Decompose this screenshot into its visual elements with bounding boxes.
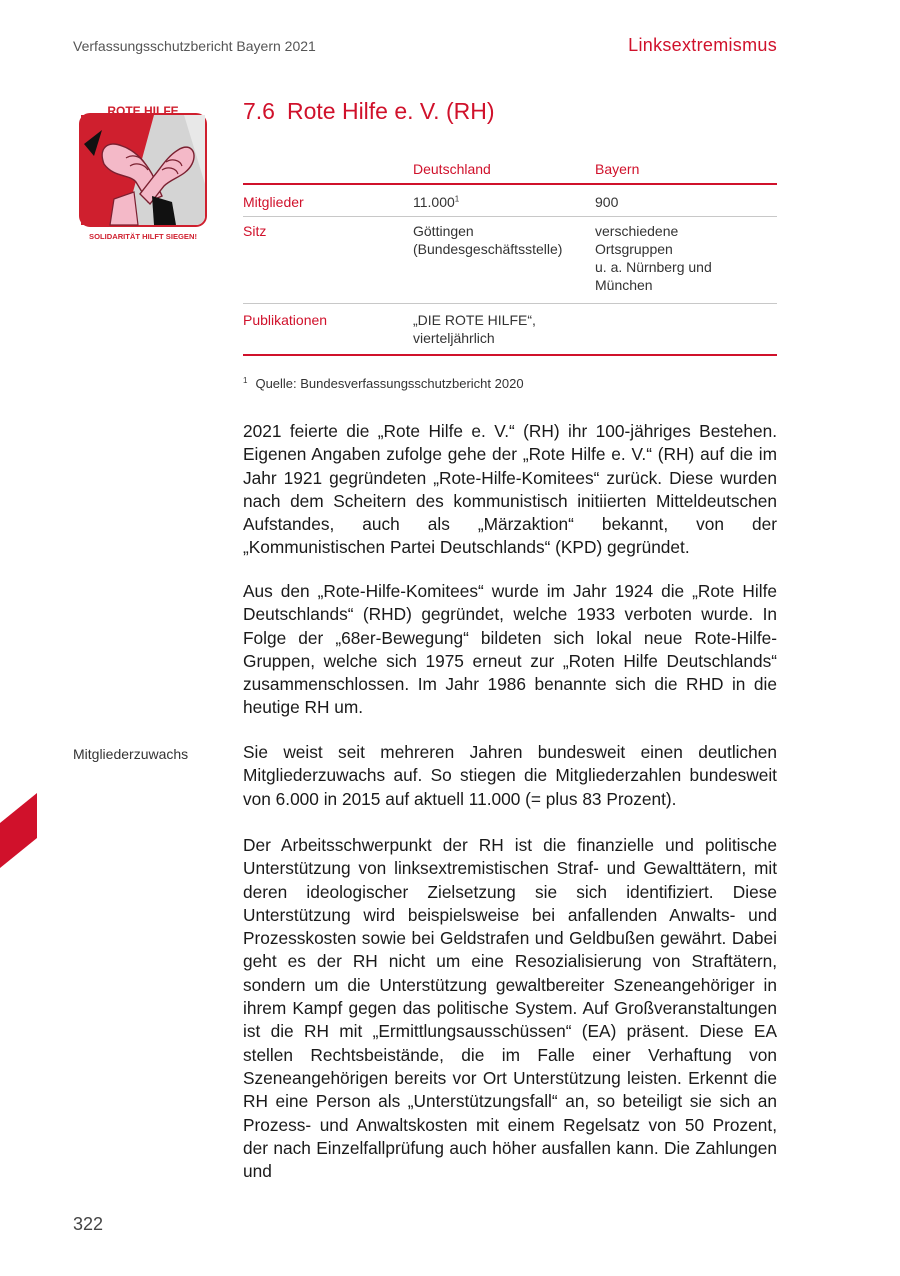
cell-deutschland: „DIE ROTE HILFE“, vierteljährlich	[413, 312, 536, 346]
table-row-mitglieder	[243, 185, 777, 217]
running-header-left: Verfassungsschutzbericht Bayern 2021	[73, 38, 316, 54]
paragraph-3: Sie weist seit mehreren Jahren bundesweit einen deutlichen Mitgliederzuwachs auf. So stiegen die Mitgliederzahlen bundesweit von 6.000 in 2015 auf aktuell 11.000 (= plus 83 Prozent).	[243, 742, 777, 809]
table-header-row	[243, 160, 777, 185]
section-number: 7.6	[243, 98, 275, 124]
logo-top-text: ROTE HILFE	[107, 104, 179, 118]
cell-deutschland: Göttingen (Bundesgeschäftsstelle)	[413, 223, 563, 257]
running-header-chapter: Linksextremismus	[628, 35, 777, 55]
chapter-tab-marker	[0, 793, 37, 868]
section-heading	[243, 98, 494, 125]
section-title: Rote Hilfe e. V. (RH)	[286, 98, 495, 124]
footnote-text: Quelle: Bundesverfassungsschutzbericht 2020	[255, 376, 524, 391]
column-header-deutschland: Deutschland	[413, 161, 491, 177]
table-row-publikationen	[243, 304, 777, 356]
row-label: Publikationen	[243, 312, 328, 328]
table-row-sitz	[243, 217, 777, 304]
page-number: 322	[73, 1214, 104, 1234]
row-label: Sitz	[243, 223, 267, 239]
cell-deutschland: 11.000$^1$	[413, 194, 460, 210]
footnote	[243, 376, 524, 391]
fact-table	[243, 160, 777, 356]
cell-bayern: verschiedene Ortsgruppen u. a. Nürnberg und München	[595, 223, 712, 293]
footnote-mark: 1	[243, 375, 248, 385]
column-header-bayern: Bayern	[595, 161, 640, 177]
margin-note: Mitgliederzuwachs	[73, 746, 189, 762]
cell-bayern: 900	[595, 194, 619, 210]
rote-hilfe-logo	[74, 104, 212, 246]
paragraph-1: 2021 feierte die „Rote Hilfe e. V.“ (RH) ihr 100-jähriges Bestehen. Eigenen Angaben zufolge gehe der „Rote Hilfe e. V.“ (RH) auf die im Jahr 1921 gegründeten „Rote-Hilfe-Komitees“ zurück. Diese wurden nach dem Scheitern des kommunistisch initiierten Mitteldeutschen Aufstandes, auch als „Märzaktion“ bekannt, von der „Kommunistischen Partei Deutschlands“ (KPD) gegründet.	[243, 421, 777, 558]
paragraph-2: Aus den „Rote-Hilfe-Komitees“ wurde im Jahr 1924 die „Rote Hilfe Deutschlands“ (RHD) gegründet, welche 1933 verboten wurde. In Folge der „68er-Bewegung“ bildeten sich lokal neue Rote-Hilfe-Gruppen, welche sich 1975 erneut zur „Roten Hilfe Deutschlands“ zusammenschlossen. Im Jahr 1986 benannte sich die RHD in die heutige RH um.	[243, 581, 777, 718]
logo-bottom-text: SOLIDARITÄT HILFT SIEGEN!	[89, 232, 197, 241]
row-label: Mitglieder	[243, 194, 304, 210]
paragraph-4: Der Arbeitsschwerpunkt der RH ist die finanzielle und politische Unterstützung von linksextremistischen Straf- und Gewalttätern, mit deren ideologischer Zielsetzung sie sich identifiziert. Diese Unterstützung wird beispielsweise bei anfallenden Anwalts- und Prozesskosten sowie bei Geldstrafen und Geldbußen gewährt. Dabei geht es der RH nicht um eine Resozialisierung von Straftätern, sondern um die Unterstützung gewaltbereiter Szeneangehöriger in ihrem Kampf gegen das politische System. Auf Großveranstaltungen ist die RH mit „Ermittlungsausschüssen“ (EA) präsent. Diese EA stellen Rechtsbeistände, die im Falle einer Verhaftung von Szeneangehörigen bereits vor Ort Unterstützung leisten. Erkennt die RH eine Person als „Unterstützungsfall“ an, so beteiligt sie sich an Prozess- und Anwaltskosten mit einem Regelsatz von 50 Prozent, der nach Einzelfallprüfung auch höher ausfallen kann. Die Zahlungen und	[243, 835, 777, 1182]
